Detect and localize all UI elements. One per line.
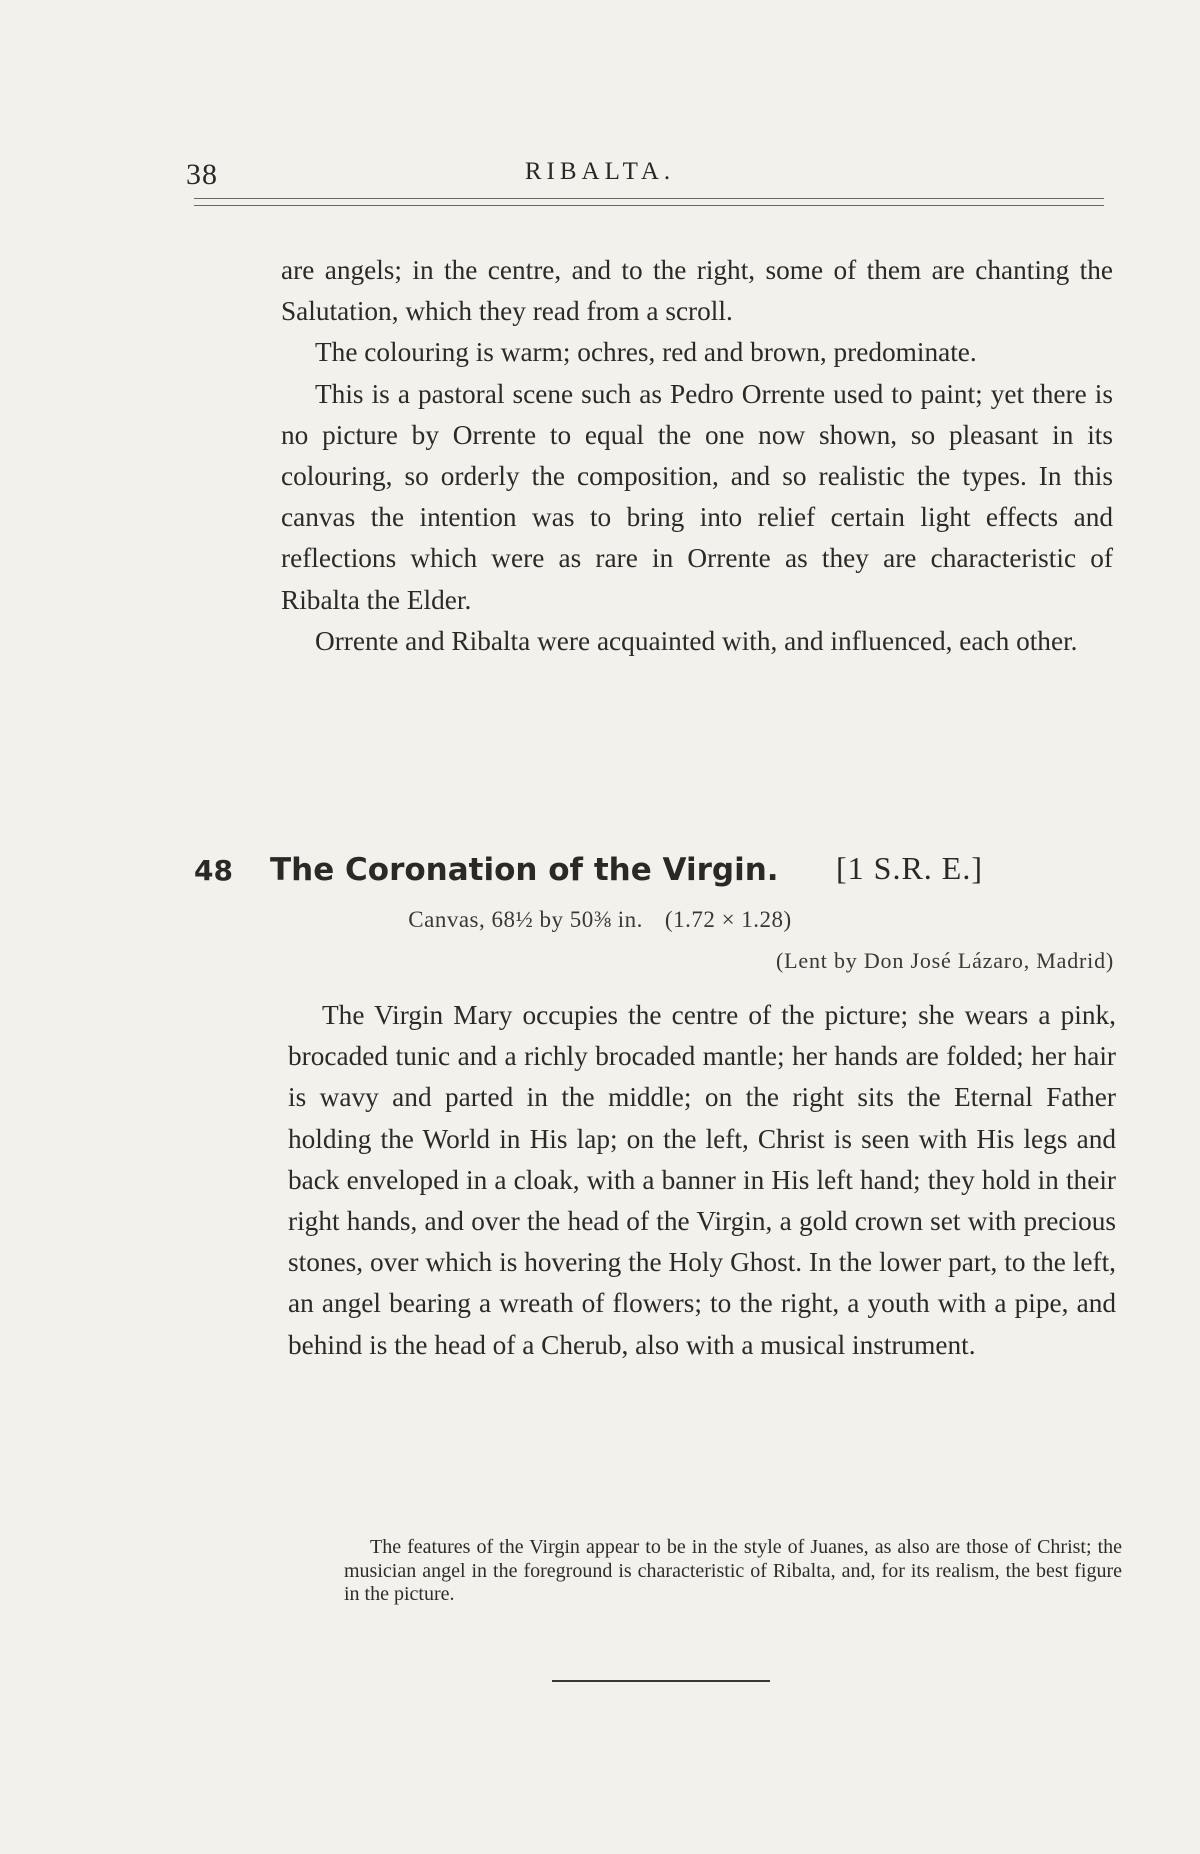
paragraph: are angels; in the centre, and to the right, some of them are chanting the Salutation, which they read from a scroll.: [281, 255, 1113, 327]
page-number: 38: [186, 158, 218, 191]
entry-note: [344, 1536, 1122, 1607]
continuation-text: [281, 250, 1113, 662]
note-paragraph: The features of the Virgin appear to be in the style of Juanes, as also are those of Christ; the musician angel in the foreground is characteristic of Ribalta, and, for its realism, the best figure in the picture.: [344, 1536, 1122, 1605]
entry-number: 48: [194, 854, 233, 887]
canvas-size: Canvas, 68½ by 50⅜ in.: [408, 907, 643, 932]
lender-credit: (Lent by Don José Lázaro, Madrid): [776, 948, 1114, 973]
end-rule: [552, 1680, 770, 1682]
entry-description: [288, 995, 1116, 1366]
header-rule: [194, 198, 1104, 206]
paragraph: This is a pastoral scene such as Pedro Orrente used to paint; yet there is no picture by Orrente to equal the one now shown, so pleasant in its colouring, so orderly the composition, and so realistic the types. In this canvas the intention was to bring into relief certain light effects and reflections which were as rare in Orrente as they are characteristic of Ribalta the Elder.: [281, 378, 1113, 615]
paragraph: The colouring is warm; ochres, red and brown, predominate.: [315, 337, 977, 368]
running-title: RIBALTA.: [524, 158, 676, 185]
canvas-dimensions: [0, 907, 1200, 933]
entry-heading: [194, 850, 1114, 898]
running-head: [0, 152, 1200, 192]
paragraph: The Virgin Mary occupies the centre of the picture; she wears a pink, brocaded tunic and a richly brocaded mantle; her hands are folded; her hair is wavy and parted in the middle; on the right sits the Eternal Father holding the World in His lap; on the left, Christ is seen with His legs and back enveloped in a cloak, with a banner in His left hand; they hold in their right hands, and over the head of the Virgin, a gold crown set with precious stones, over which is hovering the Holy Ghost. In the lower part, to the left, an angel bearing a wreath of flowers; to the right, a youth with a pipe, and behind is the head of a Cherub, also with a musical instrument.: [288, 1000, 1116, 1360]
entry-title: The Coronation of the Virgin.: [270, 852, 779, 888]
paragraph: Orrente and Ribalta were acquainted with, and influenced, each other.: [315, 625, 1078, 656]
entry-reference: [1 S.R. E.]: [836, 850, 983, 886]
canvas-metric: (1.72 × 1.28): [664, 907, 792, 932]
